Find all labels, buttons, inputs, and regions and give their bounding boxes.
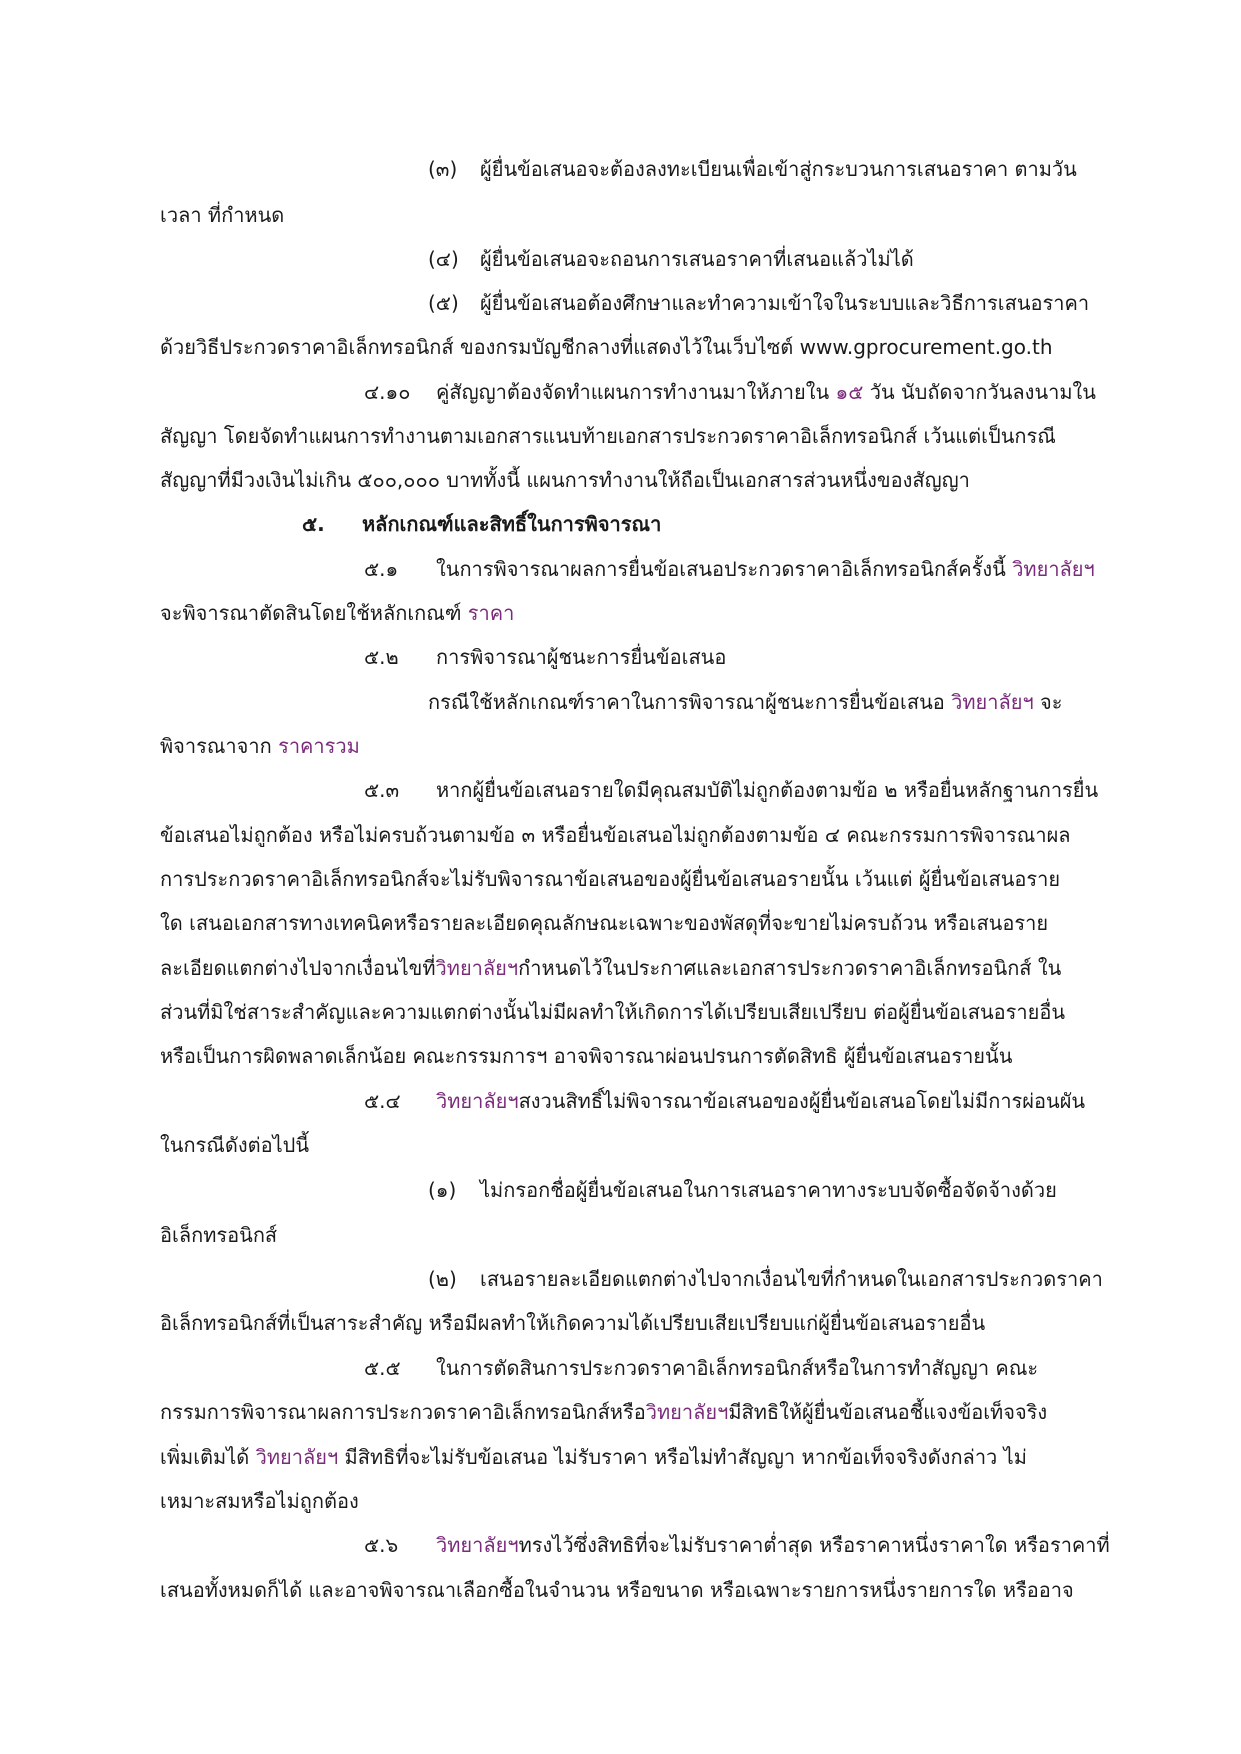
section-5-4-item-2-line-1: (๒) เสนอรายละเอียดแตกต่างไปจากเงื่อนไขที่กำหนดในเอกสารประกวดราคา <box>428 1267 1103 1291</box>
section-5-6-line-2: เสนอทั้งหมดก็ได้ และอาจพิจารณาเลือกซื้อในจำนวน หรือขนาด หรือเฉพาะรายการหนึ่งรายการใด หรืออาจ <box>160 1578 1074 1602</box>
item-5-line-2: ด้วยวิธีประกวดราคาอิเล็กทรอนิกส์ ของกรมบัญชีกลางที่แสดงไว้ในเว็บไซต์ www.gprocurement.go.th <box>160 335 1053 359</box>
highlight-days: ๑๕ <box>835 380 864 404</box>
highlight-college: วิทยาลัยฯ <box>951 690 1034 714</box>
section-5-2-line-3: พิจารณาจาก ราคารวม <box>160 734 360 758</box>
section-5-5-line-2: กรรมการพิจารณาผลการประกวดราคาอิเล็กทรอนิกส์หรือวิทยาลัยฯมีสิทธิให้ผู้ยื่นข้อเสนอชี้แจงข้อเท็จจริง <box>160 1400 1048 1424</box>
section-number: ๕.๒ <box>364 645 399 669</box>
section-5-2-line-2: กรณีใช้หลักเกณฑ์ราคาในการพิจารณาผู้ชนะการยื่นข้อเสนอ วิทยาลัยฯ จะ <box>428 690 1063 714</box>
item-number: (๒) <box>428 1267 457 1291</box>
item-3-line-1 <box>428 155 1077 183</box>
heading-title: หลักเกณฑ์และสิทธิ์ในการพิจารณา <box>362 512 662 536</box>
section-5-1-line-2: จะพิจารณาตัดสินโดยใช้หลักเกณฑ์ ราคา <box>160 601 515 625</box>
section-5-1-line-1: ๕.๑ ในการพิจารณาผลการยื่นข้อเสนอประกวดราคาอิเล็กทรอนิกส์ครั้งนี้ วิทยาลัยฯ <box>364 557 1095 581</box>
item-number: (๑) <box>428 1178 457 1202</box>
section-number: ๕.๖ <box>364 1533 399 1557</box>
section-5-5-line-1: ๕.๕ ในการตัดสินการประกวดราคาอิเล็กทรอนิกส์หรือในการทำสัญญา คณะ <box>364 1356 1039 1380</box>
highlight-price: ราคา <box>467 601 515 625</box>
item-number: (๔) <box>428 247 459 271</box>
section-number: ๕.๔ <box>364 1089 401 1113</box>
section-5-2-line-1: ๕.๒ การพิจารณาผู้ชนะการยื่นข้อเสนอ <box>364 645 727 669</box>
heading-number: ๕. <box>302 512 325 536</box>
section-5-3-line-4: ใด เสนอเอกสารทางเทคนิคหรือรายละเอียดคุณลักษณะเฉพาะของพัสดุที่จะขายไม่ครบถ้วน หรือเสนอราย <box>160 911 1049 935</box>
section-4-10-line-1: ๔.๑๐ คู่สัญญาต้องจัดทำแผนการทำงานมาให้ภายใน ๑๕ วัน นับถัดจากวันลงนามใน <box>364 380 1096 404</box>
item-text: ผู้ยื่นข้อเสนอจะถอนการเสนอราคาที่เสนอแล้วไม่ได้ <box>480 247 914 271</box>
item-number: (๕) <box>428 291 459 315</box>
section-5-6-line-1: ๕.๖ วิทยาลัยฯทรงไว้ซึ่งสิทธิที่จะไม่รับราคาต่ำสุด หรือราคาหนึ่งราคาใด หรือราคาที่ <box>364 1533 1110 1557</box>
section-5-3-line-6: ส่วนที่มิใช่สาระสำคัญและความแตกต่างนั้นไม่มีผลทำให้เกิดการได้เปรียบเสียเปรียบ ต่อผู้ยื่นข้อเสนอรายอื่น <box>160 1000 1066 1024</box>
item-4-line-1 <box>428 245 914 273</box>
section-number: ๕.๓ <box>364 778 400 802</box>
highlight-college: วิทยาลัยฯ <box>1012 557 1095 581</box>
highlight-college: วิทยาลัยฯ <box>255 1445 339 1469</box>
section-4-10-line-2: สัญญา โดยจัดทำแผนการทำงานตามเอกสารแนบท้ายเอกสารประกวดราคาอิเล็กทรอนิกส์ เว้นแต่เป็นกรณี <box>160 424 1056 448</box>
item-text: ผู้ยื่นข้อเสนอต้องศึกษาและทำความเข้าใจในระบบและวิธีการเสนอราคา <box>480 291 1090 315</box>
highlight-college: วิทยาลัยฯ <box>435 956 519 980</box>
section-5-4-item-1-line-2: อิเล็กทรอนิกส์ <box>160 1223 278 1247</box>
section-5-3-line-1: ๕.๓ หากผู้ยื่นข้อเสนอรายใดมีคุณสมบัติไม่ถูกต้องตามข้อ ๒ หรือยื่นหลักฐานการยื่น <box>364 778 1099 802</box>
highlight-college: วิทยาลัยฯ <box>436 1533 519 1557</box>
section-5-4-item-2-line-2: อิเล็กทรอนิกส์ที่เป็นสาระสำคัญ หรือมีผลทำให้เกิดความได้เปรียบเสียเปรียบแก่ผู้ยื่นข้อเสนอรายอื่น <box>160 1311 986 1335</box>
section-number: ๕.๑ <box>364 557 399 581</box>
section-5-3-line-5: ละเอียดแตกต่างไปจากเงื่อนไขที่วิทยาลัยฯกำหนดไว้ในประกาศและเอกสารประกวดราคาอิเล็กทรอนิกส์ ใน <box>160 956 1062 980</box>
section-4-10-line-3: สัญญาที่มีวงเงินไม่เกิน ๕๐๐,๐๐๐ บาททั้งนี้ แผนการทำงานให้ถือเป็นเอกสารส่วนหนึ่งของสัญญา <box>160 468 970 492</box>
section-5-4-line-1: ๕.๔ วิทยาลัยฯสงวนสิทธิ์ไม่พิจารณาข้อเสนอของผู้ยื่นข้อเสนอโดยไม่มีการผ่อนผัน <box>364 1089 1086 1113</box>
section-5-5-line-4: เหมาะสมหรือไม่ถูกต้อง <box>160 1489 359 1513</box>
item-5-line-1 <box>428 289 1089 317</box>
section-number: ๕.๕ <box>364 1356 401 1380</box>
section-5-4-line-2: ในกรณีดังต่อไปนี้ <box>160 1133 310 1157</box>
item-3-line-2: เวลา ที่กำหนด <box>160 203 285 227</box>
section-5-4-item-1-line-1: (๑) ไม่กรอกชื่อผู้ยื่นข้อเสนอในการเสนอราคาทางระบบจัดซื้อจัดจ้างด้วย <box>428 1178 1057 1202</box>
highlight-total-price: ราคารวม <box>278 734 360 758</box>
item-text: ผู้ยื่นข้อเสนอจะต้องลงทะเบียนเพื่อเข้าสู่กระบวนการเสนอราคา ตามวัน <box>480 157 1077 181</box>
section-5-heading <box>302 510 661 538</box>
highlight-college: วิทยาลัยฯ <box>645 1400 729 1424</box>
highlight-college: วิทยาลัยฯ <box>436 1089 519 1113</box>
section-5-3-line-3: การประกวดราคาอิเล็กทรอนิกส์จะไม่รับพิจารณาข้อเสนอของผู้ยื่นข้อเสนอรายนั้น เว้นแต่ ผู้ยื่นข้อเสนอราย <box>160 867 1061 891</box>
section-5-3-line-2: ข้อเสนอไม่ถูกต้อง หรือไม่ครบถ้วนตามข้อ ๓ หรือยื่นข้อเสนอไม่ถูกต้องตามข้อ ๔ คณะกรรมการพิจารณาผล <box>160 823 1071 847</box>
section-number: ๔.๑๐ <box>364 380 411 404</box>
section-5-5-line-3: เพิ่มเติมได้ วิทยาลัยฯ มีสิทธิที่จะไม่รับข้อเสนอ ไม่รับราคา หรือไม่ทำสัญญา หากข้อเท็จจริงดังกล่าว ไม่ <box>160 1445 1027 1469</box>
item-number: (๓) <box>428 157 458 181</box>
section-5-3-line-7: หรือเป็นการผิดพลาดเล็กน้อย คณะกรรมการฯ อาจพิจารณาผ่อนปรนการตัดสิทธิ ผู้ยื่นข้อเสนอรายนั้น <box>160 1044 1013 1068</box>
